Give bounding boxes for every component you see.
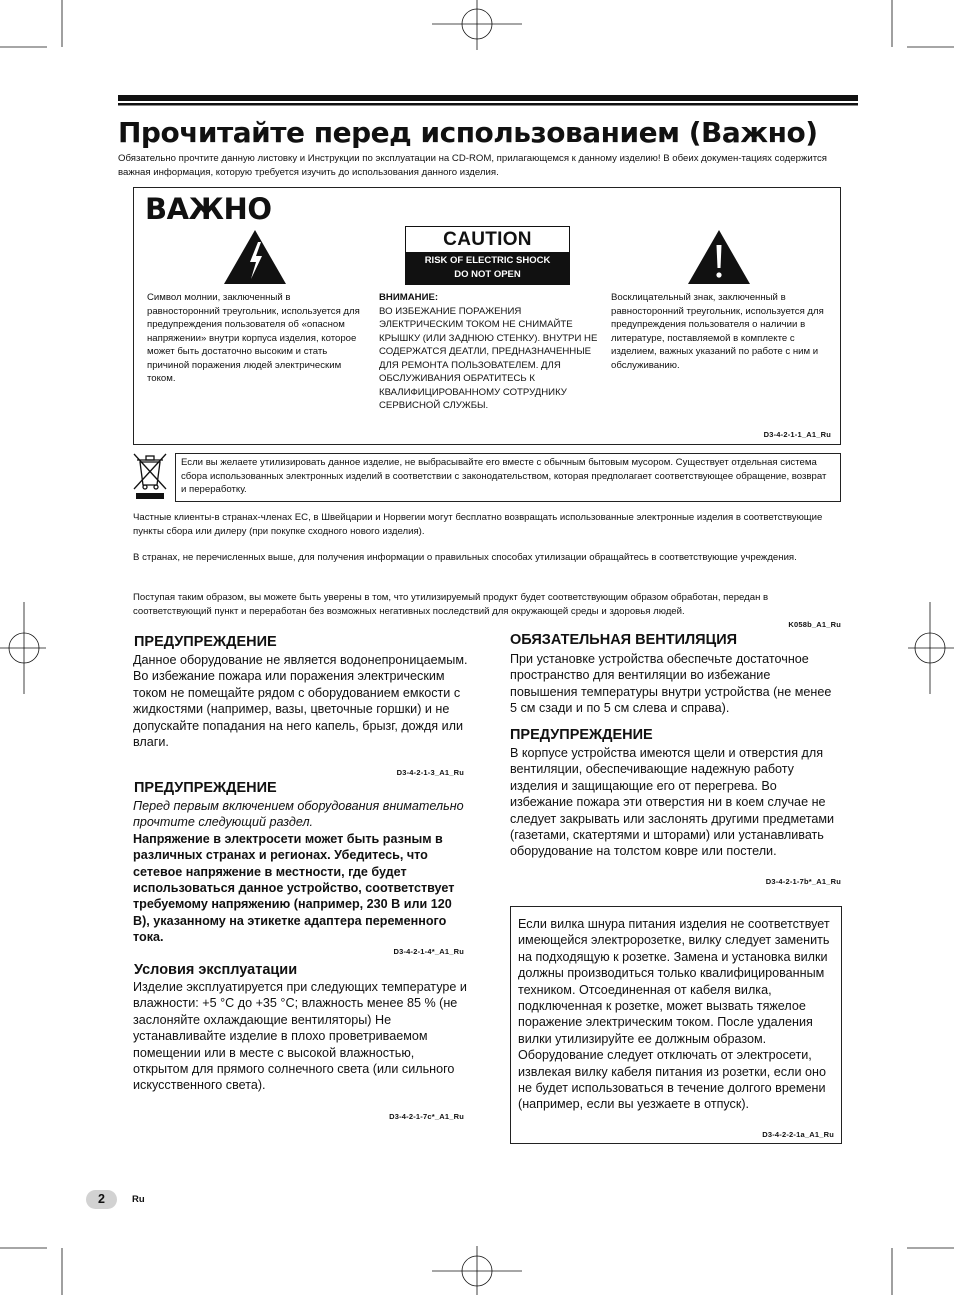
page-title: Прочитайте перед использованием (Важно) [118, 116, 818, 149]
disposal-box-text: Если вы желаете утилизировать данное изделие, не выбрасывайте его вместе с обычным бытовым мусором. Существует отдельная система сбора использованных электронных изделий в соответствии с законодательством, которая предполагает соответствующее обращение, возврат и переработку. [175, 453, 841, 502]
crossed-out-bin-icon [134, 454, 166, 489]
attention-head: ВНИМАНИЕ: [379, 292, 439, 303]
power-plug-code: D3-4-2-2-1a_A1_Ru [762, 1130, 834, 1139]
left-warning-2-heading: ПРЕДУПРЕЖДЕНИЕ [134, 780, 277, 796]
attention-block [379, 291, 599, 413]
left-warning-2-body [133, 798, 469, 946]
left-warning-1-text: Данное оборудование не является водонепроницаемым. Во избежание пожара или поражения электрическим током не помещайте рядом с оборудованием емкости с жидкостями (например, вазы, цветочные горшки) и не допускайте попадания на него капель, брызг, дождя или влаги. [133, 653, 468, 750]
registration-mark-bottom [432, 1246, 522, 1295]
registration-mark-right [908, 602, 954, 694]
power-plug-notice: Если вилка шнура питания изделия не соответствует имеющейся электророзетке, вилку следует заменить на подходящую к розетке. Замена и установка вилки должны производиться только квалифицированным техником. Отсоединенная от кабеля вилка, подключенная к розетке, может вызвать тяжелое поражение электрическим током. После удаления вилки утилизируйте ее должным образом. Оборудование следует отключать от электросети, извлекая вилку кабеля питания из розетки, если оно не будет использоваться в течение долгого времени (например, если вы уезжаете в отпуск). [510, 906, 842, 1144]
operating-conditions-code: D3-4-2-1-7c*_A1_Ru [389, 1112, 464, 1121]
left-warning-1-heading: ПРЕДУПРЕЖДЕНИЕ [134, 634, 277, 650]
caution-label [405, 226, 570, 285]
disposal-paragraph-2: В странах, не перечисленных выше, для получения информации о правильных способах утилизации обращайтесь в соответствующие учреждения. [133, 552, 797, 563]
exclamation-symbol-text: Восклицательный знак, заключенный в равносторонний треугольник, используется для предупреждения пользователя о наличии в литературе, поставляемой в комплекте с изделием, важных указаний по работе с ним и обслуживанию. [611, 292, 824, 371]
right-warning-heading: ПРЕДУПРЕЖДЕНИЕ [510, 727, 653, 743]
operating-conditions-heading: Условия эксплуатации [134, 962, 298, 978]
lightning-symbol-text: Символ молнии, заключенный в равносторонний треугольник, используется для предупреждения пользователя об «опасном напряжении» внутри корпуса изделия, которое может быть достаточно высоким и стать причиной поражения людей электрическим током. [147, 292, 360, 384]
disposal-paragraph-3: Поступая таким образом, вы можете быть уверены в том, что утилизируемый продукт будет соответствующим образом обработан, передан в соответствующий пункт и переработан без возможных негативных последствий для окружающей среды и здоровья людей. [133, 592, 769, 617]
important-heading: ВАЖНО [145, 192, 272, 226]
attention-text: ВО ИЗБЕЖАНИЕ ПОРАЖЕНИЯ ЭЛЕКТРИЧЕСКИМ ТОКОМ НЕ СНИМАЙТЕ КРЫШКУ (ИЛИ ЗАДНЮЮ СТЕНКУ). ВНУТРИ НЕ СОДЕРЖАТСЯ ДЕАТЛИ, ПРЕДНАЗНАЧЕННЫЕ ДЛЯ РЕМОНТА ПОЛЬЗОВАТЕЛЕМ. ДЛЯ ОБСЛУЖИВАНИЯ ОБРАТИТЕСЬ К КВАЛИФИЦИРОВАННОМУ СОТРУДНИКУ СЕРВИСНОЙ СЛУЖБЫ. [379, 305, 598, 411]
left-warning-2-bold: Напряжение в электросети может быть разным в различных странах и регионах. Убедитесь, что сетевое напряжение в местности, где будет использоваться данное устройство, соответствует требуемому напряжению (например, 230 В или 120 В), указанному на этикетке адаптера переменного тока. [133, 831, 455, 945]
left-warning-2-italic: Перед первым включением оборудования внимательно прочтите следующий раздел. [133, 799, 464, 830]
registration-mark-top [432, 0, 522, 50]
intro-text: Обязательно прочтите данную листовку и Инструкции по эксплуатации на CD-ROM, прилагающемся к данному изделию! В обеих докумен-тациях содержится важная информация, которую требуется изучить до использования данного изделия. [118, 153, 827, 178]
caution-word: CAUTION [443, 229, 532, 250]
left-warning-1-code: D3-4-2-1-3_A1_Ru [396, 768, 464, 777]
important-code: D3-4-2-1-1_A1_Ru [763, 430, 831, 439]
caution-sub-line2: DO NOT OPEN [454, 269, 521, 280]
ventilation-heading: ОБЯЗАТЕЛЬНАЯ ВЕНТИЛЯЦИЯ [510, 632, 738, 648]
disposal-paragraph-1: Частные клиенты-в странах-членах ЕС, в Швейцарии и Норвегии могут бесплатно возвращать использованные электронные изделия в соответствующие пункты сбора или дилеру (при покупке сходного нового изделия). [133, 512, 823, 537]
right-warning-code: D3-4-2-1-7b*_A1_Ru [765, 877, 841, 886]
caution-subtext [406, 252, 569, 284]
left-warning-2-code: D3-4-2-1-4*_A1_Ru [393, 947, 464, 956]
operating-conditions-text: Изделие эксплуатируется при следующих температуре и влажности: +5 °C до +35 °C; влажность менее 85 % (не заслоняйте охлаждающие вентиляторы) Не устанавливайте изделие в плохо проветриваемом помещении или в месте с высокой влажностью, открытом для прямого солнечного света (или сильного искусственного света). [133, 980, 467, 1093]
page-number: 2 [86, 1190, 117, 1209]
ventilation-text: При установке устройства обеспечьте достаточное пространство для вентиляции во избежание повышения температуры внутри устройства (не менее 5 см сзади и по 5 см слева и справа). [510, 652, 832, 716]
title-rule [118, 95, 858, 106]
language-code: Ru [132, 1194, 145, 1205]
caution-sub-line1: RISK OF ELECTRIC SHOCK [424, 255, 551, 266]
bin-underline-bar [136, 493, 164, 499]
disposal-code: K058b_A1_Ru [788, 620, 841, 629]
right-warning-text: В корпусе устройства имеются щели и отверстия для вентиляции, обеспечивающие надежную работу изделия и защищающие его от перегрева. Во избежание пожара эти отверстия ни в коем случае не следует закрывать или заслонять другими предметами (газетами, скатертями и шторами) или устанавливать оборудование на толстом ковре или постели. [510, 746, 835, 859]
registration-mark-left [0, 602, 46, 694]
